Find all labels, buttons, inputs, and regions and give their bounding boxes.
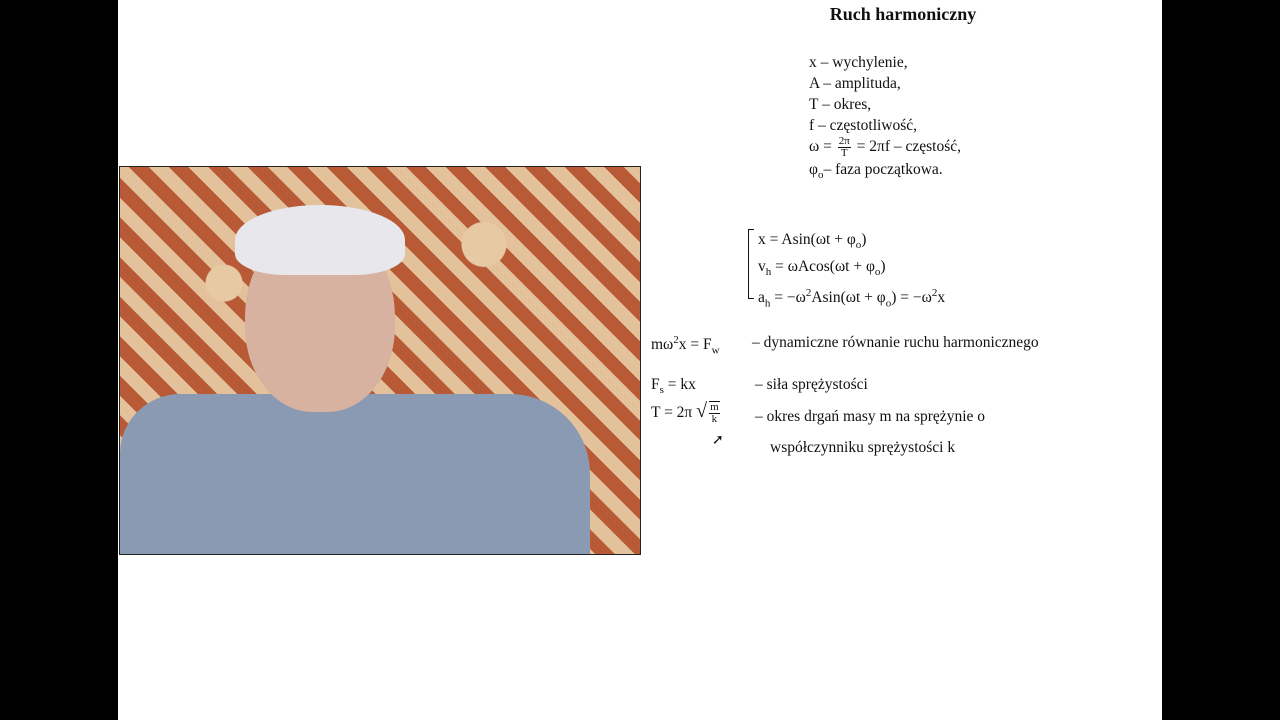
spring-lhs2: = kx — [663, 376, 696, 393]
brace — [748, 229, 754, 299]
phi-sub: o — [817, 169, 824, 182]
equation-system — [748, 229, 945, 314]
person-hair — [235, 205, 405, 275]
period-lhs: T = 2π — [651, 404, 693, 421]
period-num: m — [710, 401, 719, 414]
eq-a-sub2: o — [885, 297, 892, 310]
eq-v-sub2: o — [874, 266, 881, 279]
person-shirt — [120, 394, 590, 554]
eq-a-text4: x — [937, 289, 946, 307]
eq-x-end: ) — [861, 231, 867, 248]
def-amplitude: A – amplituda, — [809, 75, 901, 92]
dyn-sub: w — [711, 344, 720, 357]
def-x: x – wychylenie, — [809, 54, 908, 71]
spring-sub: s — [659, 384, 664, 397]
dyn-lhs2: x = F — [678, 336, 712, 354]
eq-v-sym: v — [758, 258, 766, 276]
eq-v — [758, 256, 945, 283]
dynamic-description: – dynamiczne równanie ruchu harmonicznego — [752, 334, 1039, 351]
sqrt-sign: √ — [696, 400, 708, 422]
spring-equation — [651, 376, 696, 396]
def-frequency: f – częstotliwość, — [809, 117, 918, 134]
eq-v-text: = ωAcos(ωt + φ — [771, 258, 875, 276]
eq-a-sup: 2 — [805, 287, 812, 300]
period-equation — [651, 400, 722, 425]
eq-a-text3: ) = −ω — [891, 289, 932, 307]
omega-suffix: = 2πf – częstość, — [856, 138, 962, 156]
spring-lhs1: F — [651, 376, 660, 393]
dynamic-equation — [651, 334, 720, 356]
eq-x-sub: o — [855, 239, 862, 252]
omega-prefix: ω = — [809, 138, 832, 156]
period-den: k — [711, 413, 718, 426]
omega-num: 2π — [838, 135, 850, 147]
phi-text: – faza początkowa. — [823, 161, 943, 178]
webcam-video[interactable] — [119, 166, 641, 555]
eq-a-sym: a — [758, 289, 765, 307]
omega-den: T — [840, 147, 848, 159]
def-phase — [809, 159, 961, 186]
eq-v-end: ) — [880, 258, 886, 276]
spring-description: – siła sprężystości — [755, 376, 868, 393]
eq-v-sub: h — [765, 266, 772, 279]
definitions-list — [809, 52, 961, 186]
def-period: T – okres, — [809, 96, 872, 113]
eq-a-text1: = −ω — [770, 289, 806, 307]
eq-x-text: x = Asin(ωt + φ — [758, 231, 856, 248]
phi-symbol: φ — [809, 161, 818, 178]
omega-fraction — [838, 136, 851, 159]
def-omega — [809, 136, 961, 159]
dyn-sup: 2 — [673, 334, 679, 346]
period-fraction — [709, 401, 720, 425]
dyn-lhs1: mω — [651, 336, 674, 354]
period-description-2: współczynniku sprężystości k — [770, 439, 956, 456]
slide-page — [118, 0, 1162, 720]
eq-a-sub: h — [764, 297, 771, 310]
mouse-cursor-icon: ➚ — [712, 432, 724, 448]
eq-x — [758, 229, 945, 256]
eq-a-sup2: 2 — [931, 287, 938, 300]
period-description-1: – okres drgań masy m na sprężynie o — [755, 408, 986, 425]
eq-a-text2: Asin(ωt + φ — [811, 289, 886, 307]
eq-a — [758, 283, 945, 314]
slide-title: Ruch harmoniczny — [829, 4, 977, 24]
